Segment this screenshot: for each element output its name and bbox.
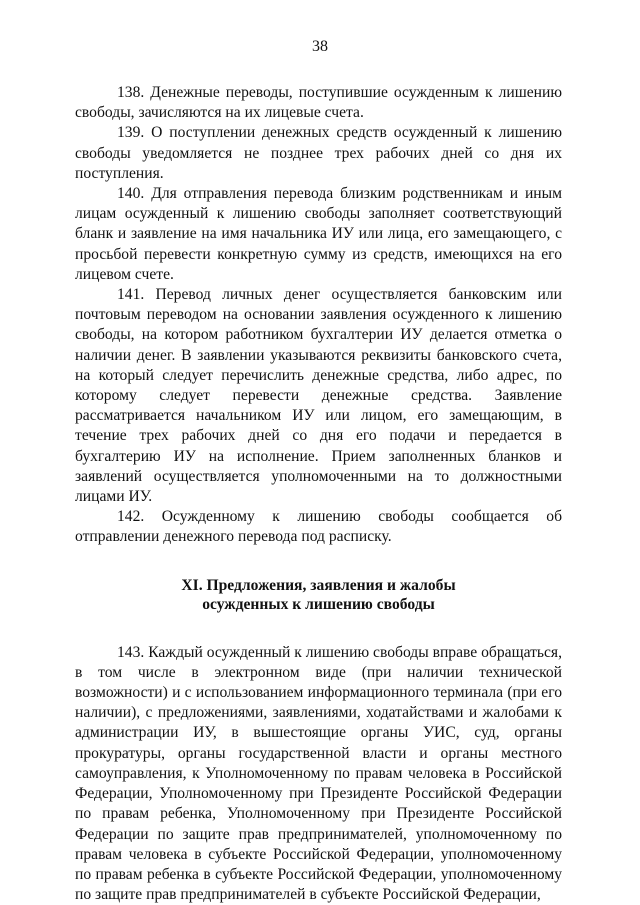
section-heading <box>75 576 562 615</box>
paragraph-140: 140. Для отправления перевода близким родственникам и иным лицам осужденный к лишению свободы заполняет соответствующий бланк и заявление на имя начальника ИУ или лица, его замещающего, с просьбой перевести конкретную сумму из средств, имеющихся на его лицевом счете. <box>75 185 562 283</box>
paragraph-141: 141. Перевод личных денег осуществляется банковским или почтовым переводом на основании заявления осужденного к лишению свободы, на котором работником бухгалтерии ИУ делается отметка о наличии денег. В заявлении указываются реквизиты банковского счета, на который следует перечислить денежные средства, либо адрес, по которому следует перевести денежные средства. Заявление рассматривается начальником ИУ или лицом, его замещающим, в течение трех рабочих дней со дня его подачи и передается в бухгалтерию ИУ на исполнение. Прием заполненных бланков и заявлений осуществляется уполномоченными на то должностными лицами ИУ. <box>75 286 562 506</box>
paragraph-138: 138. Денежные переводы, поступившие осужденным к лишению свободы, зачисляются на их лицевые счета. <box>75 84 562 122</box>
section-heading-line-1: XI. Предложения, заявления и жалобы <box>181 576 456 594</box>
paragraph-139: 139. О поступлении денежных средств осужденный к лишению свободы уведомляется не позднее трех рабочих дней со дня их поступления. <box>75 124 562 182</box>
paragraph-143: 143. Каждый осужденный к лишению свободы вправе обращаться, в том числе в электронном виде (при наличии технической возможности) и с использованием информационного терминала (при его наличии), с предложениями, заявлениями, ходатайствами и жалобами к администрации ИУ, в вышестоящие органы УИС, суд, органы прокуратуры, органы государственной власти и органы местного самоуправления, к Уполномоченному по правам человека в Российской Федерации, Уполномоченному при Президенте Российской Федерации по правам ребенка, Уполномоченному при Президенте Российской Федерации по защите прав предпринимателей, уполномоченному по правам человека в субъекте Российской Федерации, уполномоченному по правам ребенка в субъекте Российской Федерации, уполномоченному по защите прав предпринимателей в субъекте Российской Федерации, <box>75 643 563 904</box>
page-number: 38 <box>312 38 328 55</box>
paragraph-142: 142. Осужденному к лишению свободы сообщается об отправлении денежного перевода под расписку. <box>75 508 562 546</box>
document-body <box>75 83 562 905</box>
section-heading-line-2: осужденных к лишению свободы <box>202 596 435 614</box>
